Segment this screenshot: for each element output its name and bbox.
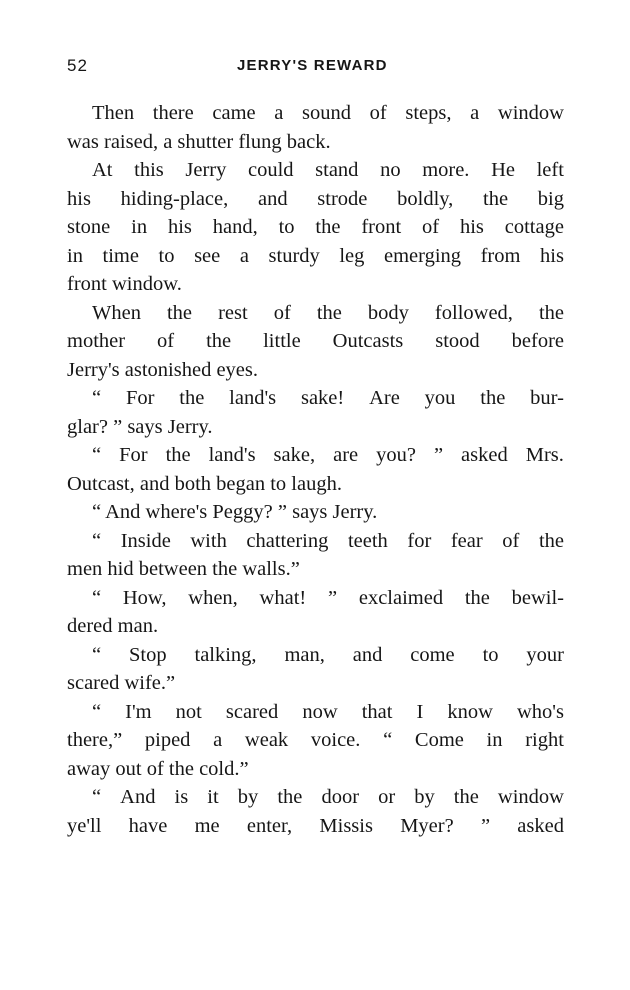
word: Are — [369, 387, 400, 409]
word: stand — [315, 159, 359, 181]
word: man, — [284, 643, 325, 666]
word: land's — [229, 387, 277, 409]
word: bur- — [530, 387, 564, 409]
word: come — [410, 643, 455, 666]
word: ” — [480, 814, 491, 837]
word: of — [422, 216, 440, 238]
word: door — [321, 786, 360, 808]
word: “ — [92, 529, 102, 552]
word: the — [315, 216, 341, 238]
word: “ — [92, 387, 102, 409]
word: Mrs. — [525, 444, 564, 466]
word: little — [263, 330, 301, 352]
word: boldly, — [397, 187, 454, 210]
word: hand, — [212, 216, 258, 238]
text-line-14-content: Outcast, and both began to laugh. — [67, 472, 342, 495]
word: have — [128, 814, 168, 837]
word: of — [157, 330, 175, 352]
word: a — [274, 102, 284, 124]
text-line-10 — [67, 356, 564, 385]
text-line-25 — [67, 783, 564, 812]
word: chattering — [246, 529, 329, 552]
running-head: JERRY'S REWARD — [237, 57, 388, 74]
word: body — [367, 301, 409, 324]
word: the — [166, 301, 193, 324]
word: are — [333, 444, 359, 466]
text-line-19 — [67, 612, 564, 641]
word: and — [257, 187, 288, 210]
word: strode — [317, 187, 368, 210]
word: land's — [208, 444, 256, 466]
word: by — [237, 786, 259, 808]
text-line-21 — [67, 669, 564, 698]
text-line-16 — [67, 527, 564, 556]
word: followed, — [434, 301, 513, 324]
word: “ — [92, 586, 102, 609]
word: mother — [67, 330, 126, 352]
word: teeth — [347, 529, 388, 552]
word: “ — [92, 700, 102, 723]
word: in — [486, 729, 503, 751]
word: emerging — [383, 244, 462, 267]
text-line-10-content: Jerry's astonished eyes. — [67, 358, 258, 381]
word: enter, — [246, 814, 293, 837]
text-line-26 — [67, 812, 564, 841]
word: the — [453, 786, 479, 808]
word: is — [174, 786, 189, 808]
text-line-5 — [67, 213, 564, 242]
word: know — [447, 700, 493, 723]
word: to — [158, 244, 175, 267]
word: the — [464, 586, 490, 609]
word: to — [482, 643, 499, 666]
word: of — [502, 529, 520, 552]
word: hiding-place, — [120, 187, 229, 210]
text-line-2 — [67, 128, 564, 157]
word: sake, — [273, 444, 316, 466]
text-line-15-content: “ And where's Peggy? ” says Jerry. — [92, 501, 378, 523]
page-header — [67, 56, 564, 80]
text-line-22 — [67, 698, 564, 727]
word: from — [480, 244, 521, 267]
word: Outcasts — [332, 330, 404, 352]
text-line-7 — [67, 270, 564, 299]
word: He — [491, 159, 515, 181]
word: could — [247, 159, 294, 181]
word: voice. — [310, 729, 361, 751]
word: a — [470, 102, 480, 124]
word: How, — [122, 586, 167, 609]
word: before — [511, 330, 564, 352]
text-line-12-content: glar? ” says Jerry. — [67, 415, 213, 438]
word: Come — [414, 729, 464, 751]
text-line-19-content: dered man. — [67, 615, 159, 637]
word: you? — [376, 444, 416, 466]
word: more. — [422, 159, 470, 181]
word: of — [369, 102, 387, 124]
word: with — [190, 529, 227, 552]
word: ” — [327, 586, 338, 609]
word: the — [483, 187, 509, 210]
word: rest — [218, 301, 248, 324]
word: front — [361, 216, 402, 238]
word: no — [380, 159, 401, 181]
word: me — [194, 814, 220, 837]
word: the — [277, 786, 303, 808]
text-line-7-content: front window. — [67, 273, 182, 295]
word: now — [302, 700, 338, 723]
word: the — [206, 330, 232, 352]
word: not — [175, 700, 202, 723]
word: it — [207, 786, 219, 808]
word: bewil- — [511, 586, 564, 609]
word: the — [480, 387, 506, 409]
word: sturdy — [268, 244, 320, 267]
word: in — [67, 244, 83, 267]
word: asked — [517, 814, 564, 837]
word: you — [424, 387, 456, 409]
word: leg — [339, 244, 365, 267]
word: came — [212, 102, 256, 124]
word: time — [102, 244, 139, 267]
text-line-3 — [67, 156, 564, 185]
word: big — [537, 187, 564, 210]
word: At — [92, 159, 113, 181]
word: there — [152, 102, 194, 124]
text-line-20 — [67, 641, 564, 670]
word: For — [125, 387, 155, 409]
word: the — [538, 301, 564, 324]
word: sound — [302, 102, 352, 124]
word: steps, — [405, 102, 452, 124]
text-line-21-content: scared wife.” — [67, 672, 176, 694]
word: that — [361, 700, 393, 723]
word: and — [352, 643, 383, 666]
word: I — [416, 700, 424, 723]
text-line-9 — [67, 327, 564, 356]
text-line-18 — [67, 584, 564, 613]
word: asked — [461, 444, 508, 466]
word: talking, — [194, 643, 257, 666]
page-number: 52 — [67, 56, 88, 75]
text-line-11 — [67, 384, 564, 413]
word: a — [213, 729, 223, 751]
word: what! — [259, 586, 307, 609]
word: And — [120, 786, 156, 808]
word: weak — [244, 729, 289, 751]
word: Missis — [319, 814, 373, 837]
word: see — [194, 244, 221, 267]
word: stone — [67, 216, 111, 238]
text-line-17-content: men hid between the walls.” — [67, 558, 300, 580]
word: or — [378, 786, 396, 808]
word: Myer? — [400, 814, 454, 837]
word: the — [538, 529, 564, 552]
word: sake! — [300, 387, 345, 409]
word: Then — [92, 102, 135, 124]
text-line-17 — [67, 555, 564, 584]
word: this — [134, 159, 164, 181]
word: exclaimed — [358, 586, 444, 609]
word: when, — [188, 586, 238, 609]
word: his — [459, 216, 484, 238]
word: left — [536, 159, 564, 181]
text-line-6 — [67, 242, 564, 271]
word: window — [497, 786, 564, 808]
word: cottage — [504, 216, 564, 238]
body-text — [67, 99, 564, 840]
word: of — [273, 301, 291, 324]
text-line-1 — [67, 99, 564, 128]
word: ” — [433, 444, 444, 466]
word: scared — [225, 700, 279, 723]
word: “ — [92, 786, 102, 808]
word: by — [414, 786, 435, 808]
word: stood — [435, 330, 480, 352]
word: Jerry — [185, 159, 227, 181]
word: Inside — [120, 529, 171, 552]
word: a — [239, 244, 249, 267]
word: in — [131, 216, 148, 238]
word: piped — [144, 729, 191, 751]
word: to — [278, 216, 295, 238]
word: ye'll — [67, 814, 102, 837]
word: right — [525, 729, 564, 751]
word: “ — [383, 729, 393, 751]
text-line-24-content: away out of the cold.” — [67, 757, 249, 780]
text-line-14 — [67, 470, 564, 499]
word: his — [540, 244, 564, 267]
word: I'm — [125, 700, 152, 723]
word: the — [316, 301, 342, 324]
word: for — [407, 529, 432, 552]
word: there,” — [67, 729, 123, 751]
word: Stop — [129, 643, 167, 666]
text-line-15 — [67, 498, 564, 527]
word: “ — [92, 643, 102, 666]
word: his — [67, 187, 91, 210]
word: fear — [450, 529, 483, 552]
word: the — [165, 444, 191, 466]
word: your — [526, 643, 564, 666]
word: the — [179, 387, 205, 409]
word: who's — [516, 700, 564, 723]
word: his — [167, 216, 192, 238]
text-line-13 — [67, 441, 564, 470]
word: “ — [92, 444, 102, 466]
text-line-8 — [67, 299, 564, 328]
text-line-24 — [67, 755, 564, 784]
text-line-12 — [67, 413, 564, 442]
word: When — [92, 301, 141, 324]
text-line-2-content: was raised, a shutter flung back. — [67, 130, 331, 153]
word: For — [119, 444, 148, 466]
word: window — [497, 102, 564, 124]
text-line-23 — [67, 726, 564, 755]
text-line-4 — [67, 185, 564, 214]
